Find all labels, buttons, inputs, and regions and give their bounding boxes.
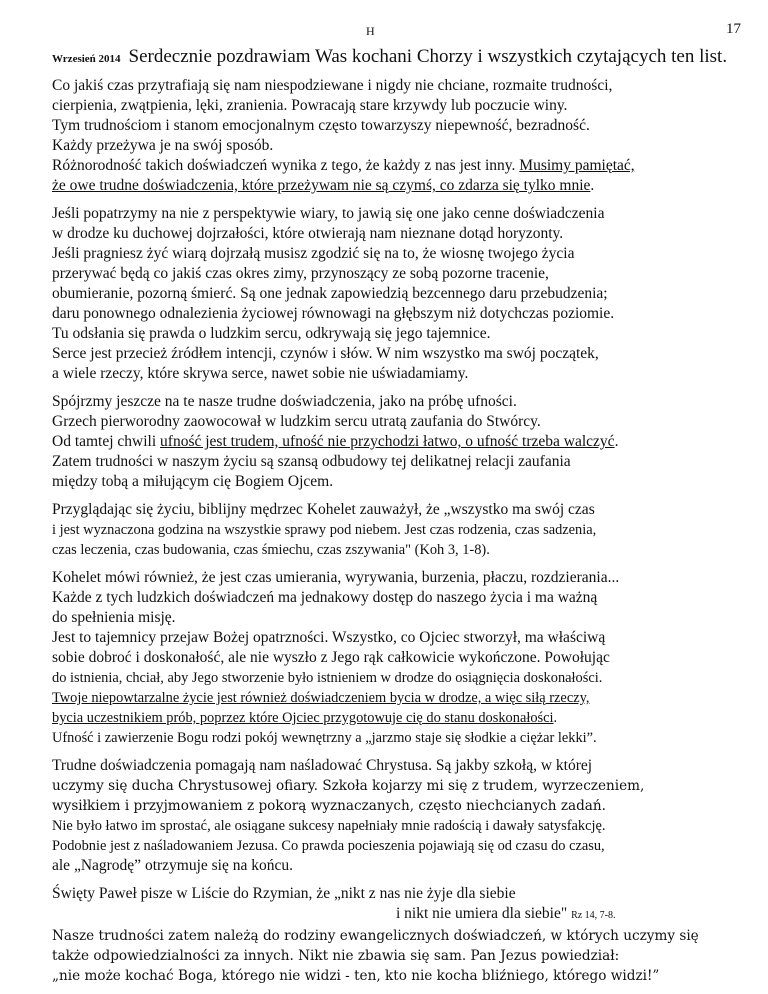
underlined-text: że owe trudne doświadczenia, które przeżywam nie są czymś, co zdarza się tylko mnie [52,177,591,194]
text-line [52,756,732,776]
line-text: także odpowiedzialności za innych. Nikt nie zbawia się sam. Pan Jezus powiedział: [52,948,620,964]
text-line [52,816,732,836]
line-text: Jest to tajemnicy przejaw Bożej opatrzności. Wszystko, co Ojciec stworzył, ma właściwą [52,629,606,646]
paragraph [52,884,732,986]
paragraph [52,500,732,560]
text-line [52,836,732,856]
line-text: Jeśli pragniesz żyć wiarą dojrzałą musisz zgodzić się na to, że wiosnę twojego życia [52,245,575,262]
text-line [52,364,732,384]
bible-reference: Rz 14, 7-8 [571,910,614,921]
line-text: daru ponownego odnalezienia życiowej równowagi na głębszym niż dotychczas poziomie. [52,305,615,322]
text-line [52,856,732,876]
underlined-text: ufność jest trudem, ufność nie przychodzi łatwo, o ufność trzeba walczyć [160,433,615,450]
line-text: Nie było łatwo im sprostać, ale osiągane sukcesy napełniały mnie radością i dawały satysfakcję. [52,818,606,834]
underlined-text: Musimy pamiętać, [519,157,635,174]
line-text: i jest wyznaczona godzina na wszystkie sprawy pod niebem. Jest czas rodzenia, czas sadzenia, [52,522,597,538]
line-text: Ufność i zawierzenie Bogu rodzi pokój wewnętrzny a „jarzmo staje się słodkie a ciężar lekki”. [52,730,597,746]
letter-title [52,46,732,68]
text-line [52,688,732,708]
line-text-end: . [614,433,619,450]
line-text: do spełnienia misję. [52,609,176,626]
text-line [52,946,732,966]
line-text: wysiłkiem i przyjmowaniem z pokorą wyznaczanych, często niechcianych zadań. [52,798,606,814]
line-text: „nie może kochać Boga, którego nie widzi - ten, kto nie kocha bliźniego, którego widzi!” [52,968,660,984]
text-line [52,156,732,176]
line-text: Od tamtej chwili [52,433,161,450]
line-text: między tobą a miłującym cię Bogiem Ojcem. [52,473,334,490]
line-text-end: . [590,177,595,194]
text-line [52,432,732,452]
line-text: ale „Nagrodę” otrzymuje się na końcu. [52,857,294,874]
text-line [52,116,732,136]
letter-body [52,46,732,986]
line-text: Każde z tych ludzkich doświadczeń ma jednakowy dostęp do naszego życia i ma ważną [52,589,598,606]
line-text: przerywać będą co jakiś czas okres zimy, przynoszący ze sobą pozorne tracenie, [52,265,549,282]
text-line [52,500,732,520]
header-letter: H [366,24,375,38]
text-line [52,540,732,560]
line-text: Różnorodność takich doświadczeń wynika z tego, że każdy z nas jest inny. [52,157,520,174]
line-text: Każdy przeżywa je na swój sposób. [52,137,274,154]
line-text: Co jakiś czas przytrafiają się nam niespodziewane i nigdy nie chciane, rozmaite trudności, [52,77,613,94]
text-line [52,304,732,324]
text-line [52,568,732,588]
underlined-text: bycia uczestnikiem prób, poprzez które Ojciec przygotowuje cię do stanu doskonałości [52,710,554,726]
page-number: 17 [726,21,741,37]
line-text: Tu odsłania się prawda o ludzkim sercu, odkrywają się jego tajemnice. [52,325,491,342]
text-line [52,708,732,728]
greeting: Serdecznie pozdrawiam Was kochani Chorzy i wszystkich czytających ten list. [128,46,728,67]
text-line [52,412,732,432]
text-line [52,648,732,668]
letter-date: Wrzesień 2014 [52,53,121,65]
text-line [52,588,732,608]
text-line [52,776,732,796]
line-text: Jeśli popatrzymy na nie z perspektywie wiary, to jawią się one jako cenne doświadczenia [52,205,605,222]
line-text: a wiele rzeczy, które skrywa serce, nawet sobie nie uświadamiamy. [52,365,469,382]
text-line [52,966,732,986]
text-line [52,284,732,304]
line-text: Grzech pierworodny zaowocował w ludzkim sercu utratą zaufania do Stwórcy. [52,413,541,430]
paragraph [52,568,732,748]
paragraph [52,392,732,492]
text-line [52,904,732,926]
line-text: Święty Paweł pisze w Liście do Rzymian, że „nikt z nas nie żyje dla siebie [52,885,516,902]
paragraph [52,204,732,384]
text-line [52,324,732,344]
text-line [52,628,732,648]
line-text: sobie dobroć i doskonałość, ale nie wyszło z Jego rąk całkowicie wykończone. Powołując [52,649,610,666]
text-line [52,344,732,364]
line-text: czas leczenia, czas budowania, czas śmiechu, czas zszywania" (Koh 3, 1-8). [52,542,490,558]
line-text: Tym trudnościom i stanom emocjonalnym często towarzyszy niepewność, bezradność. [52,117,590,134]
line-text: do istnienia, chciał, aby Jego stworzenie było istnieniem w drodze do osiągnięcia doskonałości. [52,670,603,686]
text-line [52,452,732,472]
paragraph [52,756,732,876]
text-line [52,264,732,284]
line-text: Kohelet mówi również, że jest czas umierania, wyrywania, burzenia, płaczu, rozdzierania... [52,569,620,586]
line-text: obumieranie, pozorną śmierć. Są one jednak zapowiedzią bezcennego daru przebudzenia; [52,285,608,302]
text-line [52,392,732,412]
line-text: w drodze ku duchowej dojrzałości, które otwierają nam nieznane dotąd horyzonty. [52,225,564,242]
text-line [52,244,732,264]
line-text: Spójrzmy jeszcze na te nasze trudne doświadczenia, jako na próbę ufności. [52,393,517,410]
line-text: i nikt nie umiera dla siebie" [396,905,568,922]
text-line [52,884,732,904]
line-text-end: . [613,910,616,921]
line-text: cierpienia, zwątpienia, lęki, zranienia. Powracają stare krzywdy lub poczucie winy. [52,97,568,114]
underlined-text: Twoje niepowtarzalne życie jest również doświadczeniem bycia w drodze, a więc siłą rzeczy, [52,690,590,706]
text-line [52,668,732,688]
line-text: Trudne doświadczenia pomagają nam naśladować Chrystusa. Są jakby szkołą, w której [52,757,593,774]
text-line [52,96,732,116]
text-line [52,136,732,156]
line-text: Przyglądając się życiu, biblijny mędrzec Kohelet zauważył, że „wszystko ma swój czas [52,501,595,518]
text-line [52,204,732,224]
text-line [52,176,732,196]
paragraph [52,76,732,196]
text-line [52,728,732,748]
line-text: Serce jest przecież źródłem intencji, czynów i słów. W nim wszystko ma swój początek, [52,345,599,362]
text-line [52,76,732,96]
line-text-end: . [553,710,558,726]
text-line [52,796,732,816]
text-line [52,472,732,492]
text-line [52,608,732,628]
paragraphs [52,76,732,986]
line-text: Podobnie jest z naśladowaniem Jezusa. Co prawda pocieszenia pojawiają się od czasu do czasu, [52,838,605,854]
line-text: uczymy się ducha Chrystusowej ofiary. Szkoła kojarzy mi się z trudem, wyrzeczeniem, [52,778,645,794]
line-text: Zatem trudności w naszym życiu są szansą odbudowy tej delikatnej relacji zaufania [52,453,571,470]
line-text: Nasze trudności zatem należą do rodziny ewangelicznych doświadczeń, w których uczymy się [52,928,699,944]
text-line [52,224,732,244]
text-line [52,926,732,946]
text-line [52,520,732,540]
